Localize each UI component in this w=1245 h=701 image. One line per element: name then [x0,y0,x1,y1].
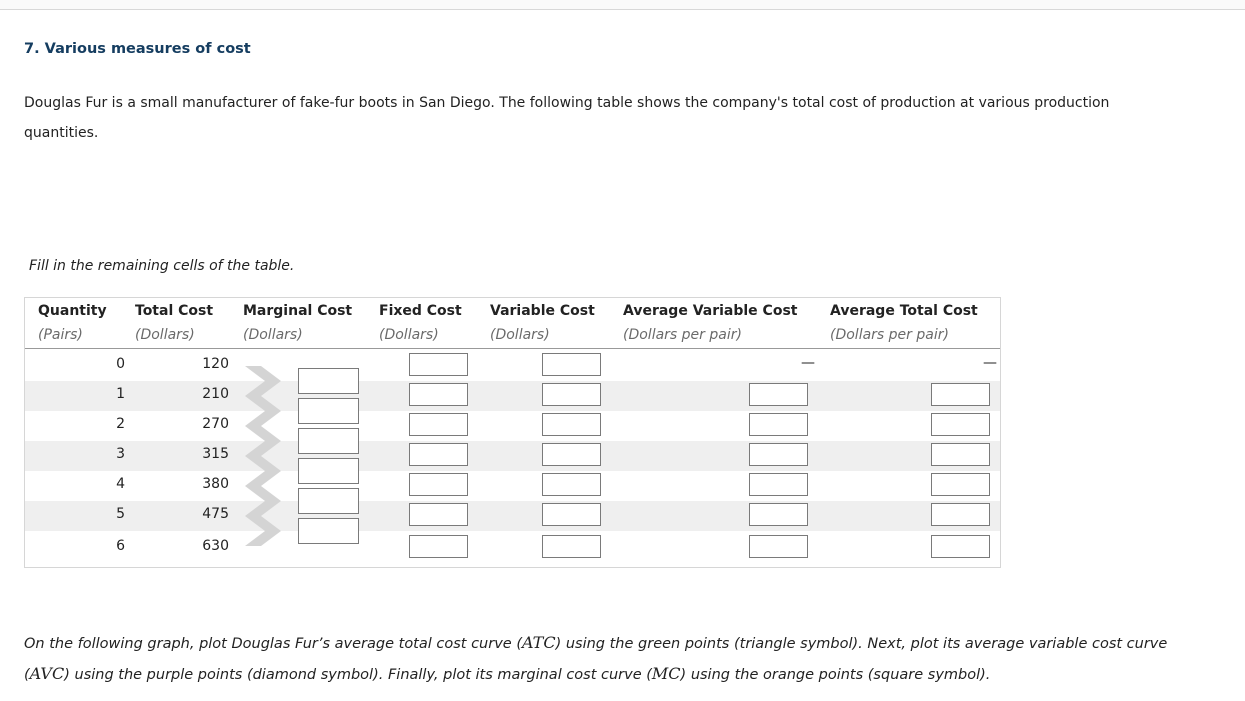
table-row [25,381,1000,411]
atc-dash: — [983,355,997,371]
chevron-right-icon [243,394,283,428]
header-variable-cost: Variable Cost [490,303,595,319]
marginal-cost-input[interactable] [298,368,359,394]
table-row [25,441,1000,471]
header-average-total-cost: Average Total Cost [830,303,978,319]
quantity-cell: 2 [116,416,125,432]
table-instruction: Fill in the remaining cells of the table. [29,258,295,274]
marginal-cost-input[interactable] [298,398,359,424]
average-total-cost-input[interactable] [931,443,990,466]
average-variable-cost-input[interactable] [749,535,808,558]
table-row [25,533,1000,563]
average-variable-cost-input[interactable] [749,473,808,496]
unit-average-variable-cost: (Dollars per pair) [623,327,742,343]
top-bar [0,0,1245,10]
fixed-cost-input[interactable] [409,383,468,406]
total-cost-cell: 120 [202,356,229,372]
average-variable-cost-input[interactable] [749,443,808,466]
unit-quantity: (Pairs) [38,327,83,343]
chevron-right-icon [243,484,283,518]
avc-symbol: AVC [29,664,65,683]
quantity-cell: 5 [116,506,125,522]
fixed-cost-input[interactable] [409,413,468,436]
header-total-cost: Total Cost [135,303,214,319]
fixed-cost-input[interactable] [409,503,468,526]
cost-table [24,297,1001,568]
question-intro: Douglas Fur is a small manufacturer of fake-fur boots in San Diego. The following table shows the company's total cost of production at various production quantities. [24,95,1110,141]
fixed-cost-input[interactable] [409,535,468,558]
header-divider [25,348,1000,349]
unit-variable-cost: (Dollars) [490,327,550,343]
variable-cost-input[interactable] [542,535,601,558]
table-row [25,411,1000,441]
average-total-cost-input[interactable] [931,535,990,558]
total-cost-cell: 630 [202,538,229,554]
quantity-cell: 0 [116,356,125,372]
quantity-cell: 4 [116,476,125,492]
marginal-cost-input[interactable] [298,488,359,514]
variable-cost-input[interactable] [542,443,601,466]
marginal-cost-input[interactable] [298,518,359,544]
quantity-cell: 3 [116,446,125,462]
unit-total-cost: (Dollars) [135,327,195,343]
total-cost-cell: 270 [202,416,229,432]
atc-symbol: ATC [521,633,556,652]
unit-marginal-cost: (Dollars) [243,327,303,343]
table-row [25,471,1000,501]
average-total-cost-input[interactable] [931,473,990,496]
graph-instruction-part-1: On the following graph, plot Douglas Fur’s average total cost curve ( [24,636,522,652]
average-variable-cost-input[interactable] [749,413,808,436]
header-quantity: Quantity [38,303,107,319]
question-title: 7. Various measures of cost [24,41,251,57]
fixed-cost-input[interactable] [409,443,468,466]
unit-fixed-cost: (Dollars) [379,327,439,343]
mc-symbol: MC [651,664,681,683]
graph-instruction-part-2: ) using the green points (triangle symbol). Next, plot its average variable cost curve ( [24,636,1168,683]
graph-instruction-part-3: ) using the purple points (diamond symbol). Finally, plot its marginal cost curve ( [64,667,652,683]
header-average-variable-cost: Average Variable Cost [623,303,798,319]
total-cost-cell: 210 [202,386,229,402]
table-row [25,501,1000,531]
average-total-cost-input[interactable] [931,383,990,406]
header-fixed-cost: Fixed Cost [379,303,462,319]
average-total-cost-input[interactable] [931,413,990,436]
variable-cost-input[interactable] [542,413,601,436]
variable-cost-input[interactable] [542,473,601,496]
graph-instruction-part-4: ) using the orange points (square symbol). [680,667,991,683]
quantity-cell: 1 [116,386,125,402]
average-variable-cost-input[interactable] [749,503,808,526]
marginal-cost-input[interactable] [298,428,359,454]
average-total-cost-input[interactable] [931,503,990,526]
unit-average-total-cost: (Dollars per pair) [830,327,949,343]
graph-instruction [24,628,1214,690]
chevron-right-icon [243,364,283,398]
chevron-right-icon [243,454,283,488]
table-row [25,351,1000,381]
variable-cost-input[interactable] [542,353,601,376]
variable-cost-input[interactable] [542,383,601,406]
header-marginal-cost: Marginal Cost [243,303,353,319]
variable-cost-input[interactable] [542,503,601,526]
chevron-right-icon [243,514,283,548]
total-cost-cell: 315 [202,446,229,462]
avc-dash: — [801,355,815,371]
fixed-cost-input[interactable] [409,473,468,496]
total-cost-cell: 380 [202,476,229,492]
total-cost-cell: 475 [202,506,229,522]
average-variable-cost-input[interactable] [749,383,808,406]
chevron-right-icon [243,424,283,458]
quantity-cell: 6 [116,538,125,554]
fixed-cost-input[interactable] [409,353,468,376]
marginal-cost-input[interactable] [298,458,359,484]
